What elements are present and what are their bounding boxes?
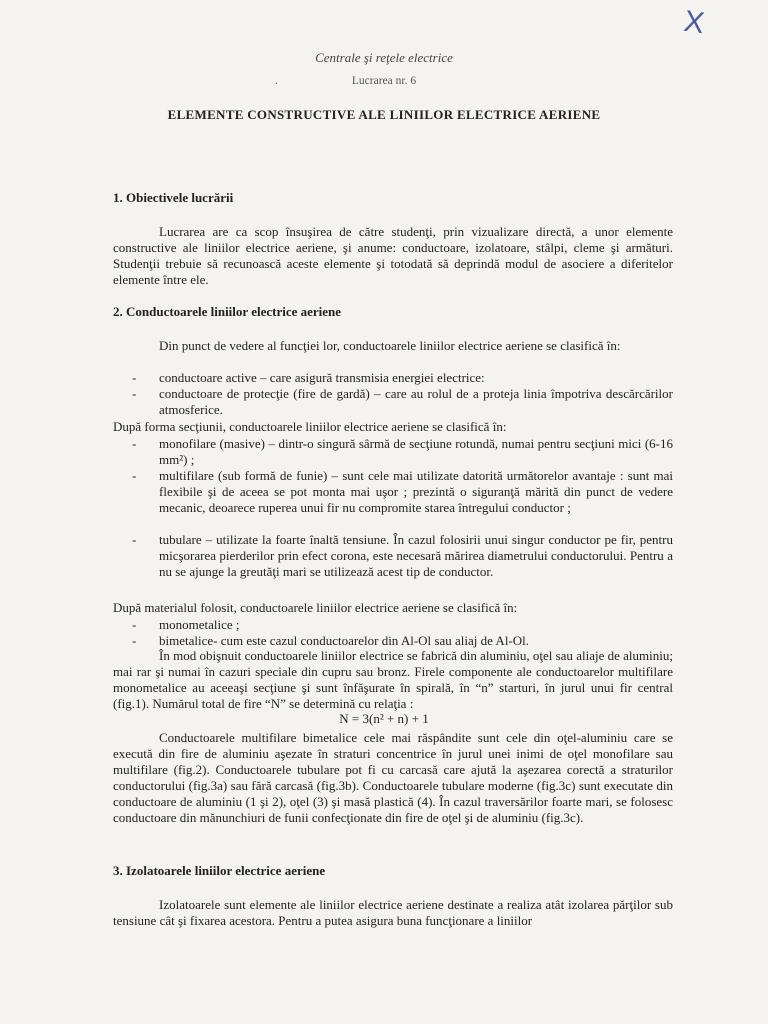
section2-material-paragraph: După materialul folosit, conductoarele liniilor electrice aeriene se clasifică în: — [113, 600, 518, 615]
section3-heading: 3. Izolatoarele liniilor electrice aeriene — [113, 863, 326, 878]
stray-dot: . — [275, 75, 278, 87]
list-item-text: bimetalice- cum este cazul conductoarelor din Al-Ol sau aliaj de Al-Ol. — [159, 633, 530, 648]
section2-heading: 2. Conductoarele liniilor electrice aeriene — [113, 304, 342, 319]
bullet-dash: - — [132, 617, 137, 632]
list-item-text: monofilare (masive) – dintr-o singură sârmă de secţiune rotundă, numai pentru secţiuni mici (6-16 mm²) ; — [159, 436, 673, 467]
bullet-dash: - — [132, 370, 137, 385]
section1-paragraph: Lucrarea are ca scop însuşirea de către studenţi, prin vizualizare directă, a unor elemente constructive ale liniilor electrice aeriene, şi anume: conductoare, izolatoare, stâlpi, cleme şi armături. Studenţii trebuie să recunoască aceste elemente şi totodată să deprindă modul de asociere a diferitelor elemente între ele. — [113, 224, 673, 287]
list-item-text: multifilare (sub formă de funie) – sunt cele mai utilizate datorită următorelor avantaje : sunt mai flexibile şi de aceea se pot monta mai uşor ; prezintă o siguranţă mărită din punct de vedere mecanic, deoarece ruperea unui fir nu compromite starea întregului conductor ; — [159, 468, 673, 515]
list-item — [132, 532, 673, 580]
list-item — [132, 617, 673, 633]
list-item-text: tubulare – utilizate la foarte înaltă tensiune. În cazul folosirii unui singur conductor pe fir, pentru micşorarea pierderilor prin efect corona, este necesară mărirea diametrului conductorului. Pentru a nu se ajunge la greutăţi mari se utilizează acest tip de conductor. — [159, 532, 673, 579]
list-item — [132, 386, 673, 418]
section3-paragraph: Izolatoarele sunt elemente ale liniilor electrice aeriene destinate a realiza atât izolarea părţilor sub tensiune cât şi fixarea acestora. Pentru a putea asigura buna funcţionare a liniilor — [113, 897, 673, 928]
strand-count-formula: N = 3(n² + n) + 1 — [339, 711, 429, 726]
lab-number-header — [0, 75, 768, 87]
handwritten-x-mark: X — [681, 4, 707, 41]
section2-bimetallic-paragraph: Conductoarele multifilare bimetalice cele mai răspândite sunt cele din oţel-aluminiu care se execută din fire de aluminiu aşezate în straturi concentrice în jurul unei inimi de oţel monofilare sau multifilare (fig.2). Conductoarele tubulare pot fi cu carcasă care ajută la aşezarea corectă a straturilor conductorului (fig.3a) sau fără carcasă (fig.3b). Conductoarele tubulare moderne (fig.3c) sunt executate din conductoare de aluminiu (1 şi 2), oţel (3) şi masă plastică (4). În cazul traversărilor foarte mari, se folosesc conductoare din mănunchiuri de funii confecţionate din fire de oţel şi de aluminiu (fig.3c). — [113, 730, 673, 825]
document-title: ELEMENTE CONSTRUCTIVE ALE LINIILOR ELECTRICE AERIENE — [167, 107, 601, 122]
bullet-dash: - — [132, 532, 137, 547]
bullet-dash: - — [132, 436, 137, 451]
section2-materials-body: În mod obişnuit conductoarele liniilor electrice se fabrică din aluminiu, oţel sau aliaje de aluminiu; mai rar şi numai în cazuri speciale din cupru sau bronz. Firele componente ale conductoarelor multifilare monometalice au aceeaşi secţiune şi sunt înfăşurate în spirală, în “n” starturi, în jurul unui fir central (fig.1). Numărul total de fire “N” se determină cu relaţia : — [113, 648, 673, 711]
list-item-text: conductoare de protecţie (fire de gardă) – care au rolul de a proteja linia împotriva descărcărilor atmosferice. — [159, 386, 673, 417]
list-item-text: conductoare active – care asigură transmisia energiei electrice: — [159, 370, 485, 385]
list-item — [132, 436, 673, 468]
bullet-dash: - — [132, 468, 137, 483]
section1-heading: 1. Obiectivele lucrării — [113, 190, 234, 205]
list-item — [132, 468, 673, 516]
section2-intro-paragraph: Din punct de vedere al funcţiei lor, conductoarele liniilor electrice aeriene se clasifică în: — [159, 338, 621, 353]
list-item-text: monometalice ; — [159, 617, 240, 632]
list-item — [132, 370, 673, 386]
course-header: Centrale şi reţele electrice — [315, 50, 453, 65]
section2-form-paragraph: După forma secţiunii, conductoarele liniilor electrice aeriene se clasifică în: — [113, 419, 507, 434]
bullet-dash: - — [132, 386, 137, 401]
list-item — [132, 633, 673, 649]
lab-number: Lucrarea nr. 6 — [351, 75, 417, 87]
bullet-dash: - — [132, 633, 137, 648]
